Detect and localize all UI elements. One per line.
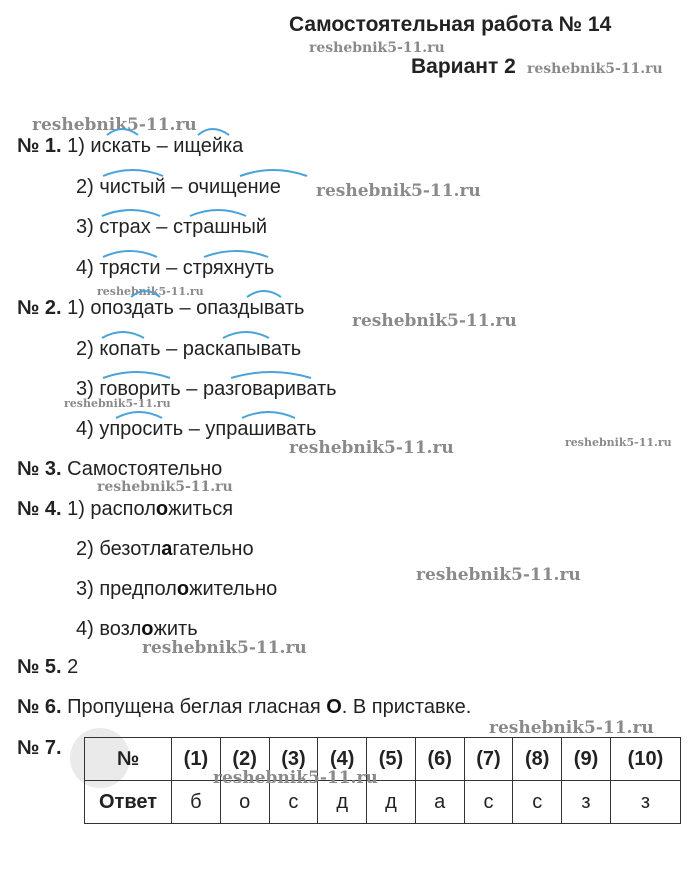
- watermark: reshebnik5-11.ru: [97, 285, 204, 298]
- item-text: 2) безотл: [76, 538, 162, 560]
- watermark: reshebnik5-11.ru: [309, 40, 445, 56]
- watermark: reshebnik5-11.ru: [352, 311, 517, 331]
- task-2: [17, 297, 304, 320]
- table-cell: (9): [562, 738, 611, 781]
- task-5: [17, 656, 78, 679]
- item-text: жить: [153, 618, 198, 640]
- item-text: 4) возл: [76, 618, 142, 640]
- task-item: 1) опоздать – опаздывать: [67, 297, 305, 319]
- table-cell: (10): [610, 738, 680, 781]
- item-text: 3) предпол: [76, 578, 177, 600]
- table-cell: а: [415, 781, 464, 824]
- watermark: reshebnik5-11.ru: [213, 768, 378, 788]
- variant-title: Вариант 2: [411, 55, 516, 78]
- answer-text: Пропущена беглая гласная: [67, 696, 327, 718]
- table-cell: (6): [415, 738, 464, 781]
- table-cell: (2): [220, 738, 269, 781]
- table-cell: (8): [513, 738, 562, 781]
- table-cell: с: [269, 781, 318, 824]
- highlight-letter: о: [176, 578, 190, 600]
- table-cell: (4): [318, 738, 367, 781]
- watermark: reshebnik5-11.ru: [489, 718, 654, 738]
- page-title: Самостоятельная работа № 14: [289, 13, 612, 36]
- task-answer: [67, 696, 471, 718]
- highlight-letter: о: [155, 498, 169, 520]
- task-1: [17, 135, 243, 158]
- table-cell: д: [367, 781, 416, 824]
- watermark: reshebnik5-11.ru: [97, 479, 233, 495]
- table-cell: (1): [172, 738, 221, 781]
- table-row: [85, 738, 681, 781]
- watermark: reshebnik5-11.ru: [64, 397, 171, 410]
- task-item: 3) страх – страшный: [76, 216, 268, 238]
- task-item: [76, 578, 277, 601]
- highlight-letter: а: [161, 538, 173, 560]
- answers-table: [84, 737, 681, 824]
- table-header-cell: Ответ: [85, 781, 172, 824]
- watermark: reshebnik5-11.ru: [565, 436, 672, 449]
- watermark: reshebnik5-11.ru: [142, 638, 307, 658]
- task-label: № 4.: [17, 498, 62, 520]
- task-item: 2) копать – раскапывать: [76, 338, 302, 360]
- table-cell: с: [513, 781, 562, 824]
- task-label: № 1.: [17, 135, 62, 157]
- task-label: № 2.: [17, 297, 62, 319]
- table-cell: о: [220, 781, 269, 824]
- task-label: № 6.: [17, 696, 62, 718]
- highlight-letter: о: [141, 618, 154, 640]
- table-cell: с: [464, 781, 513, 824]
- watermark: reshebnik5-11.ru: [316, 181, 481, 201]
- item-text: житься: [168, 498, 234, 520]
- task-6: [17, 696, 471, 719]
- task-label: № 5.: [17, 656, 62, 678]
- item-text: гательно: [172, 538, 254, 560]
- watermark: reshebnik5-11.ru: [32, 115, 197, 135]
- item-text: 1) распол: [67, 498, 156, 520]
- watermark: reshebnik5-11.ru: [527, 61, 663, 77]
- task-item: 4) трясти – стряхнуть: [76, 257, 275, 279]
- task-item: 2) чистый – очищение: [76, 176, 281, 198]
- task-answer: Самостоятельно: [67, 458, 223, 480]
- task-4: [17, 498, 233, 521]
- table-row: [85, 781, 681, 824]
- task-3: [17, 458, 222, 481]
- task-item: [76, 538, 254, 561]
- item-text: жительно: [189, 578, 278, 600]
- task-answer: 2: [67, 656, 79, 678]
- highlight-letter: О: [326, 696, 342, 718]
- task-item: 4) упросить – упрашивать: [76, 418, 317, 440]
- table-cell: (7): [464, 738, 513, 781]
- task-item: [76, 618, 198, 641]
- table-cell: (3): [269, 738, 318, 781]
- table-cell: д: [318, 781, 367, 824]
- table-cell: (5): [367, 738, 416, 781]
- table-cell: б: [172, 781, 221, 824]
- answer-text: . В приставке.: [341, 696, 472, 718]
- task-item: 3) говорить – разговаривать: [76, 378, 337, 400]
- table-cell: з: [562, 781, 611, 824]
- task-item: 1) искать – ищейка: [67, 135, 244, 157]
- task-label: № 3.: [17, 458, 62, 480]
- task-item: [67, 498, 233, 520]
- table-header-cell: №: [85, 738, 172, 781]
- watermark: reshebnik5-11.ru: [289, 438, 454, 458]
- task-label: № 7.: [17, 737, 62, 759]
- watermark: reshebnik5-11.ru: [416, 565, 581, 585]
- table-cell: з: [610, 781, 680, 824]
